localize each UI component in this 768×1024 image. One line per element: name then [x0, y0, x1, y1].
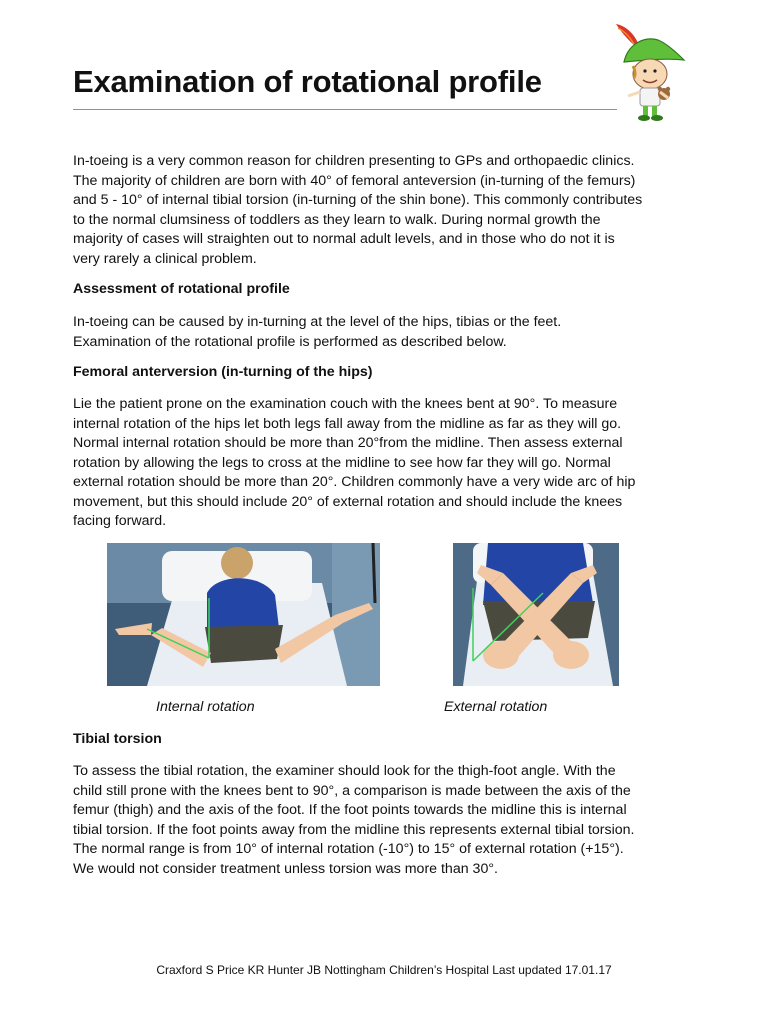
title-divider [73, 109, 617, 110]
external-rotation-caption: External rotation [444, 699, 548, 715]
page-title: Examination of rotational profile [73, 64, 542, 99]
intro-paragraph: In-toeing is a very common reason for children presenting to GPs and orthopaedic clinics. The majority of children are born with 40° of femoral anteversion (in-turning of the femurs) and 5 - 10° of internal tibial torsion (in-turning of the shin bone). This commonly contributes to the normal clumsiness of toddlers as they learn to walk. During normal growth the majority of cases will straighten out to normal adult levels, and in those who do not it is very rarely a clinical problem. [73, 153, 643, 267]
elf-mascot-icon [606, 18, 688, 122]
assessment-paragraph: In-toeing can be caused by in-turning at the level of the hips, tibias or the feet. Examination of the rotational profile is performed as described below. [73, 314, 562, 350]
tibial-paragraph: To assess the tibial rotation, the examiner should look for the thigh-foot angle. With the child still prone with the knees bent to 90°, a comparison is made between the axis of the femur (thigh) and the axis of the foot. If the foot points towards the midline this is internal tibial torsion. If the foot points away from the midline this represents external tibial torsion. The normal range is from 10° of internal rotation (-10°) to 15° of external rotation (+15°). We would not consider treatment unless torsion was more than 30°. [73, 763, 635, 877]
tibial-heading: Tibial torsion [73, 731, 162, 747]
femoral-paragraph: Lie the patient prone on the examination couch with the knees bent at 90°. To measure internal rotation of the hips let both legs fall away from the midline as far as they will go. Normal internal rotation should be more than 20°from the midline. Then assess external rotation by allowing the legs to cross at the midline to see how far they will go. Normal external rotation should be more than 20°. Children commonly have a very wide arc of hip movement, but this should include 20° of external rotation and should include the knees facing forward. [73, 396, 636, 529]
page-footer: Craxford S Price KR Hunter JB Nottingham Children’s Hospital Last updated 17.01.17 [156, 963, 612, 977]
assessment-heading: Assessment of rotational profile [73, 281, 290, 297]
femoral-heading: Femoral anterversion (in-turning of the hips) [73, 364, 373, 380]
internal-rotation-photo [107, 543, 380, 686]
external-rotation-photo [453, 543, 619, 686]
internal-rotation-caption: Internal rotation [156, 699, 255, 715]
